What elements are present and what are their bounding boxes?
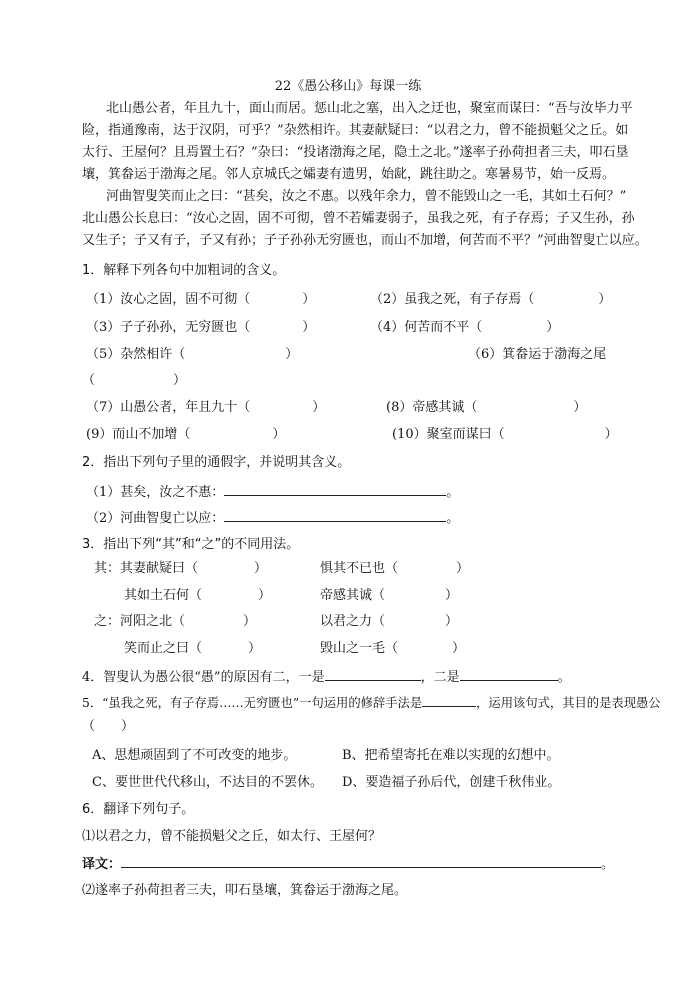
q1-item-close: ） — [546, 320, 560, 335]
worksheet-title: 22《愚公移山》每课一练 — [274, 79, 422, 94]
q4-text: 4．智叟认为愚公很“愚”的原因有二，一是 — [82, 670, 325, 685]
q1-item — [82, 371, 186, 391]
q4-text: ，二是 — [420, 670, 460, 685]
q1-item — [468, 345, 606, 365]
q3-item-b — [320, 586, 458, 606]
q3-item: 惧其不已也（ — [320, 561, 399, 576]
q3-row — [94, 612, 256, 632]
q3-row — [124, 586, 271, 606]
q2-item-end: 。 — [446, 485, 460, 500]
q1-item-label: （4）何苦而不平（ — [370, 320, 483, 335]
passage-line: 壤，箕畚运于渤海之尾。邻人京城氏之孀妻有遗男，始龀，跳往助之。寒暑易节，始一反焉。 — [82, 167, 616, 182]
q2-item-end: 。 — [446, 511, 460, 526]
q3-item-b — [320, 612, 458, 632]
q3-prefix: 之： — [94, 614, 121, 629]
q3-close: ） — [445, 614, 459, 629]
q1-item-close: ） — [302, 292, 316, 307]
q1-item-close: ） — [573, 400, 587, 415]
answer-blank — [121, 853, 601, 868]
answer-blank — [460, 666, 558, 681]
q3-heading: 3．指出下列“其”和“之”的不同用法。 — [82, 537, 300, 552]
q3-close: ） — [452, 641, 466, 656]
q3-close: ） — [456, 561, 470, 576]
q4 — [82, 666, 571, 688]
q1-item-label: （2）虽我之死，有子存焉（ — [370, 292, 535, 307]
q3-close: ） — [258, 588, 272, 603]
q1-item-label: （3）子子孙孙，无穷匮也（ — [86, 320, 251, 335]
q5-option-c: C、要世世代代移山，不达目的不罢休。 — [92, 775, 323, 790]
answer-blank — [325, 666, 421, 681]
q5-text: ，运用该句式，其目的是表现愚公 — [476, 696, 661, 710]
q6-heading: 6．翻译下列句子。 — [82, 802, 195, 817]
q2-item — [86, 481, 459, 503]
q3-item: 帝感其诚（ — [320, 588, 386, 603]
q1-item — [86, 318, 315, 338]
q3-row — [124, 639, 261, 659]
answer-blank — [422, 692, 476, 707]
q2-heading: 2．指出下列句子里的通假字，并说明其含义。 — [82, 455, 351, 470]
q3-item: 笑而止之曰（ — [124, 641, 203, 656]
q6-sentence-1: ⑴以君之力，曾不能损魁父之丘，如太行、王屋何？ — [82, 829, 382, 844]
passage-line: 太行、王屋何？且焉置土石？”杂曰：“投诸渤海之尾，隐土之北。”遂率子孙荷担者三夫，叩石垦 — [82, 145, 629, 160]
q5-option-d: D、要造福子孙后代，创建千秋伟业。 — [342, 775, 561, 790]
q1-item-label: （6）箕畚运于渤海之尾 — [468, 347, 607, 362]
q1-item — [386, 398, 586, 418]
q3-item: 其妻献疑曰（ — [120, 561, 199, 576]
q3-item-b — [320, 639, 465, 659]
passage-line: 河曲智叟笑而止之曰：“甚矣，汝之不惠。以残年余力，曾不能毁山之一毛，其如土石何？” — [106, 189, 627, 204]
q3-item: 以君之力（ — [320, 614, 386, 629]
q1-item-close: ） — [173, 373, 187, 388]
answer-blank — [224, 481, 446, 496]
q3-close: ） — [243, 614, 257, 629]
q1-item-label: (9）而山不加增（ — [86, 427, 191, 442]
q1-item-close: ） — [598, 292, 612, 307]
q3-close: ） — [254, 561, 268, 576]
q5-stem — [82, 692, 661, 713]
q1-item-close: ） — [312, 400, 326, 415]
q3-item-b — [320, 559, 469, 579]
q3-prefix: 其： — [94, 561, 121, 576]
passage-line: 北山愚公长息曰：“汝心之固，固不可彻，曾不若孀妻弱子，虽我之死，有子存焉；子又生孙，孙 — [82, 211, 635, 226]
q3-row — [94, 559, 267, 579]
q5-answer-paren: （ ） — [82, 719, 135, 734]
q1-item-close: ） — [272, 427, 286, 442]
translation-label: 译文： — [82, 857, 122, 872]
q4-end: 。 — [557, 670, 571, 685]
passage-line: 又生子；子又有子，子又有孙；子子孙孙无穷匮也，而山不加增，何苦而不平？”河曲智叟亡以应。 — [82, 233, 648, 248]
q1-item-close: ） — [285, 347, 299, 362]
q1-item — [86, 398, 325, 418]
q6-translation-line — [82, 853, 614, 875]
q2-item — [86, 507, 459, 529]
q3-close: ） — [445, 588, 459, 603]
q1-item — [86, 345, 298, 365]
q2-item-label: （1）甚矣，汝之不惠： — [86, 485, 225, 500]
q1-item-label: （7）山愚公者，年且九十（ — [86, 400, 251, 415]
q5-text: 5．“虽我之死，有子存焉……无穷匮也”一句运用的修辞手法是 — [82, 696, 423, 710]
q3-item: 其如土石何（ — [124, 588, 203, 603]
q1-item — [370, 318, 559, 338]
q1-item — [370, 290, 611, 310]
passage-line: 北山愚公者，年且九十，面山而居。惩山北之塞，出入之迂也，聚室而谋曰：“吾与汝毕力平 — [106, 101, 633, 116]
q6-end: 。 — [601, 857, 615, 872]
q1-item-label: (10）聚室而谋曰（ — [392, 427, 505, 442]
q1-item — [86, 290, 315, 310]
passage-line: 险，指通豫南，达于汉阴，可乎？”杂然相许。其妻献疑曰：“以君之力，曾不能损魁父之丘。如 — [82, 123, 629, 138]
q1-item-label: (8）帝感其诚（ — [386, 400, 478, 415]
q5-option-b: B、把希望寄托在难以实现的幻想中。 — [342, 748, 560, 763]
q1-item-close: ） — [604, 427, 618, 442]
q1-item-close: ） — [302, 320, 316, 335]
q1-item — [86, 425, 285, 445]
answer-blank — [224, 507, 446, 522]
q6-sentence-2: ⑵遂率子孙荷担者三夫，叩石垦壤，箕畚运于渤海之尾。 — [82, 883, 408, 898]
q3-item: 河阳之北（ — [120, 614, 186, 629]
q1-item-label: （5）杂然相许（ — [86, 347, 186, 362]
q1-heading: 1．解释下列各句中加粗词的含义。 — [82, 263, 286, 278]
q1-item — [392, 425, 618, 445]
q1-item-label: （ — [82, 373, 96, 388]
q5-option-a: A、思想顽固到了不可改变的地步。 — [92, 748, 297, 763]
q2-item-label: （2）河曲智叟亡以应： — [86, 511, 225, 526]
q3-item: 毁山之一毛（ — [320, 641, 399, 656]
q3-close: ） — [248, 641, 262, 656]
q1-item-label: （1）汝心之固，固不可彻（ — [86, 292, 251, 307]
